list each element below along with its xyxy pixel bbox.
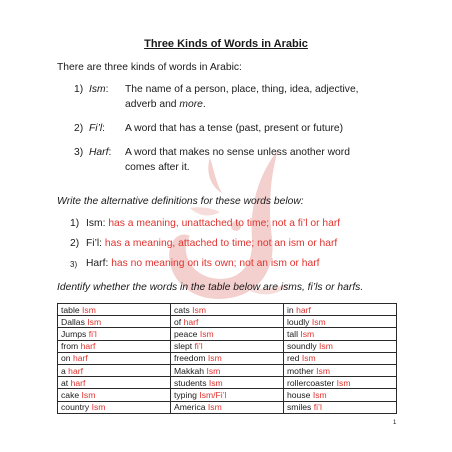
table-cell — [284, 401, 397, 413]
cell-answer: fi’l — [194, 341, 203, 352]
kind-3-colon: : — [108, 147, 112, 158]
definition-2-number: 2) — [70, 238, 80, 249]
intro-text: There are three kinds of words in Arabic: — [57, 62, 242, 73]
definition-3-number: 3) — [70, 260, 78, 269]
cell-word: Makkah — [174, 365, 207, 376]
table-cell — [58, 352, 171, 364]
page-title: Three Kinds of Words in Arabic — [144, 38, 308, 50]
table-row — [58, 377, 397, 389]
table-cell — [58, 340, 171, 352]
table-cell — [171, 316, 284, 328]
table-cell — [171, 401, 284, 413]
table-cell — [58, 377, 171, 389]
table-row — [58, 389, 397, 401]
table-row — [58, 316, 397, 328]
cell-answer: Ism — [199, 328, 214, 339]
cell-answer: Ism — [311, 316, 326, 327]
cell-answer: Ism — [336, 377, 351, 388]
table-row — [58, 328, 397, 340]
cell-word: country — [61, 402, 92, 413]
cell-word: freedom — [174, 353, 208, 364]
cell-word: from — [61, 341, 81, 352]
kind-1-def-end: . — [202, 99, 206, 110]
cell-answer: harf — [296, 304, 311, 315]
cell-answer: harf — [72, 353, 88, 364]
page-number: 1 — [393, 420, 397, 426]
table-row — [58, 364, 397, 376]
table-cell — [58, 328, 171, 340]
cell-word: peace — [174, 328, 200, 339]
cell-answer: harf — [68, 365, 83, 376]
definition-2-answer: has a meaning, attached to time; not an ism or harf — [104, 238, 338, 249]
kind-3-term-wrap — [89, 147, 111, 158]
cell-word: Dallas — [61, 316, 88, 327]
definition-1-label: Ism: — [86, 218, 109, 229]
cell-word: red — [287, 353, 302, 364]
cell-word: of — [174, 316, 184, 327]
table-cell — [171, 352, 284, 364]
table-cell — [171, 364, 284, 376]
kind-1-def-italic: more — [179, 99, 203, 110]
definition-1-answer: has a meaning, unattached to time; not a fi’l or harf — [108, 218, 341, 229]
kind-2-number: 2) — [74, 123, 84, 134]
kind-1-def-plain: adverb and — [125, 99, 180, 110]
cell-answer: Ism — [207, 353, 222, 364]
cell-word: soundly — [287, 341, 320, 352]
cell-answer: Ism/Fi’l — [199, 389, 227, 400]
cell-answer: Ism — [82, 304, 96, 315]
table-cell — [171, 304, 284, 316]
table-cell — [284, 304, 397, 316]
cell-answer: Ism — [208, 377, 223, 388]
kind-3-definition-line2: comes after it. — [125, 162, 190, 173]
table-cell — [284, 377, 397, 389]
cell-word: Jumps — [61, 328, 89, 339]
kind-3-number: 3) — [74, 147, 84, 158]
kind-3-definition-line1: A word that makes no sense unless another word — [125, 147, 350, 158]
cell-answer: Ism — [301, 353, 316, 364]
cell-word: cake — [61, 389, 82, 400]
kind-1-term-wrap — [89, 84, 108, 95]
cell-word: table — [61, 304, 83, 315]
kind-2-term-wrap — [89, 123, 105, 134]
cell-word: house — [287, 389, 313, 400]
cell-word: in — [287, 304, 297, 315]
table-cell — [171, 389, 284, 401]
cell-answer: Ism — [192, 304, 206, 315]
cell-word: typing — [174, 389, 200, 400]
definition-2-label: Fi’l: — [86, 238, 105, 249]
table-cell — [58, 304, 171, 316]
cell-word: a — [61, 365, 69, 376]
table-cell — [58, 316, 171, 328]
table-cell — [284, 328, 397, 340]
table-cell — [58, 401, 171, 413]
table-cell — [284, 389, 397, 401]
kind-2-term: Fi’l — [89, 123, 103, 134]
cell-answer: harf — [183, 316, 199, 327]
instruction-definitions: Write the alternative definitions for these words below: — [57, 196, 304, 207]
cell-answer: Ism — [319, 341, 333, 352]
table-cell — [284, 352, 397, 364]
cell-word: cats — [174, 304, 193, 315]
table-row — [58, 401, 397, 413]
cell-word: mother — [287, 365, 317, 376]
cell-word: loudly — [287, 316, 312, 327]
cell-answer: Ism — [316, 365, 330, 376]
definition-2 — [86, 238, 337, 249]
cell-word: on — [61, 353, 73, 364]
cell-word: rollercoaster — [287, 377, 337, 388]
cell-word: America — [174, 402, 208, 413]
kind-1-definition-line1: The name of a person, place, thing, idea, adjective, — [125, 84, 359, 95]
definition-3 — [86, 258, 320, 269]
cell-answer: Ism — [312, 389, 327, 400]
table-cell — [58, 389, 171, 401]
cell-answer: Ism — [206, 365, 221, 376]
cell-answer: Ism — [207, 402, 222, 413]
definition-3-label: Harf: — [86, 258, 112, 269]
word-table — [57, 303, 397, 414]
kind-3-term: Harf — [89, 147, 109, 158]
table-cell — [284, 316, 397, 328]
cell-answer: fi’l — [88, 328, 97, 339]
cell-answer: fi’l — [313, 402, 322, 413]
cell-answer: harf — [80, 341, 96, 352]
table-cell — [171, 340, 284, 352]
kind-1-term: Ism — [89, 84, 106, 95]
table-cell — [171, 328, 284, 340]
instruction-identify: Identify whether the words in the table below are isms, fi’ls or harfs. — [57, 282, 364, 293]
table-cell — [284, 340, 397, 352]
cell-word: smiles — [287, 402, 314, 413]
cell-answer: harf — [70, 377, 86, 388]
table-row — [58, 352, 397, 364]
cell-answer: Ism — [91, 402, 106, 413]
table-cell — [171, 377, 284, 389]
cell-word: students — [174, 377, 209, 388]
kind-1-colon: : — [105, 84, 109, 95]
definition-1 — [86, 218, 340, 229]
cell-answer: Ism — [81, 389, 96, 400]
kind-1-number: 1) — [74, 84, 84, 95]
cell-word: slept — [174, 341, 195, 352]
table-row — [58, 340, 397, 352]
table-cell — [284, 364, 397, 376]
kind-1-definition-line2 — [125, 99, 206, 110]
cell-word: at — [61, 377, 71, 388]
table-cell — [58, 364, 171, 376]
cell-word: tall — [287, 328, 301, 339]
table-row — [58, 304, 397, 316]
word-table-body — [58, 304, 397, 414]
kind-2-colon: : — [102, 123, 106, 134]
definition-1-number: 1) — [70, 218, 80, 229]
kind-2-definition-line1: A word that has a tense (past, present or future) — [125, 123, 344, 134]
cell-answer: Ism — [87, 316, 102, 327]
definition-3-answer: has no meaning on its own; not an ism or harf — [111, 258, 320, 269]
cell-answer: Ism — [300, 328, 315, 339]
